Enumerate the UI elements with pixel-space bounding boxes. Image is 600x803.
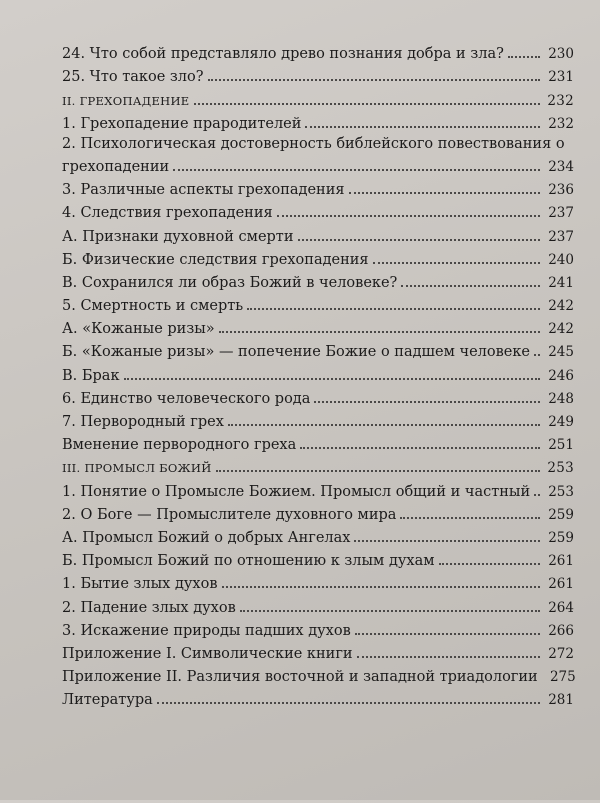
toc-entry-title: 5. Смертность и смерть	[62, 298, 244, 315]
toc-entry-page-number: 259	[548, 506, 574, 523]
toc-entry-page-number: 242	[548, 321, 574, 338]
leader-dots	[124, 378, 540, 380]
leader-dots	[534, 494, 540, 496]
leader-dots	[173, 169, 540, 171]
toc-entry	[62, 110, 574, 133]
toc-entry-title: II. ГРЕХОПАДЕНИЕ	[62, 93, 190, 108]
toc-entry	[62, 385, 574, 408]
toc-entry	[62, 86, 574, 109]
toc-entry	[62, 361, 574, 384]
toc-entry-page-number: 253	[547, 460, 574, 477]
toc-entry-page-number: 231	[548, 69, 574, 86]
toc-entry-page-number: 272	[548, 645, 574, 662]
toc-entry-page-number: 241	[548, 274, 574, 291]
toc-entry-page-number: 261	[548, 553, 574, 570]
toc-entry-title: Б. Промысл Божий по отношению к злым духам	[62, 553, 435, 570]
toc-entry-title: 3. Различные аспекты грехопадения	[62, 182, 345, 199]
toc-entry-title: В. Сохранился ли образ Божий в человеке?	[62, 274, 398, 291]
toc-entry	[62, 292, 574, 315]
toc-entry-title: А. Признаки духовной смерти	[62, 228, 294, 245]
toc-entry-title: А. Промысл Божий о добрых Ангелах	[62, 529, 351, 546]
toc-entry	[62, 222, 574, 245]
toc-entry-page-number: 261	[548, 576, 574, 593]
toc-entry	[62, 547, 574, 570]
toc-entry	[62, 63, 574, 86]
leader-dots	[208, 79, 540, 81]
toc-entry-page-number: 253	[548, 483, 574, 500]
toc-entry-page-number: 240	[548, 251, 574, 268]
leader-dots	[219, 331, 540, 333]
toc-entry-page-number: 259	[548, 529, 574, 546]
toc-entry-page-number: 251	[548, 437, 574, 454]
toc-entry-title: 1. Понятие о Промысле Божием. Промысл общий и частный	[62, 483, 531, 500]
leader-dots	[228, 424, 540, 426]
toc-entry-title: грехопадении	[62, 158, 170, 175]
leader-dots	[277, 215, 540, 217]
toc-entry	[62, 431, 574, 454]
toc-entry	[62, 593, 574, 616]
toc-entry-page-number: 248	[548, 390, 574, 407]
leader-dots	[354, 540, 540, 542]
toc-entry	[62, 315, 574, 338]
toc-entry-page-number: 232	[548, 115, 574, 132]
leader-dots	[373, 262, 540, 264]
toc-entry-title: 2. Падение злых духов	[62, 599, 236, 616]
toc-entry-page-number: 246	[548, 367, 574, 384]
toc-entry-page-number: 232	[547, 92, 574, 109]
leader-dots	[401, 285, 540, 287]
toc-entry-title: Приложение I. Символические книги	[62, 645, 353, 662]
toc-entry-page-number: 266	[548, 622, 574, 639]
toc-entry-page-number: 236	[548, 182, 574, 199]
toc-entry-page-number: 230	[548, 46, 574, 63]
toc-entry	[62, 408, 574, 431]
toc-entry-title: III. ПРОМЫСЛ БОЖИЙ	[62, 461, 212, 476]
leader-dots	[508, 56, 540, 58]
toc-entry-page-number: 245	[548, 344, 574, 361]
toc-entry-page-number: 275	[549, 669, 576, 686]
toc-entry	[62, 40, 574, 63]
toc-entry-title: Приложение II. Различия восточной и западной триадологии	[62, 669, 538, 686]
toc-entry	[62, 246, 574, 269]
leader-dots	[300, 447, 540, 449]
leader-dots	[400, 517, 540, 519]
toc-entry	[62, 153, 574, 176]
toc-entry-title: В. Брак	[62, 367, 120, 384]
table-of-contents	[62, 40, 574, 709]
toc-entry	[62, 454, 574, 477]
toc-entry-title: 2. Психологическая достоверность библейского повествования о	[62, 135, 565, 152]
toc-entry-title: Б. «Кожаные ризы» — попечение Божие о падшем человеке	[62, 344, 530, 361]
toc-entry-title: 25. Что такое зло?	[62, 69, 204, 86]
leader-dots	[216, 470, 540, 472]
toc-entry-title: 24. Что собой представляло древо познания добра и зла?	[62, 46, 504, 63]
toc-entry-page-number: 237	[548, 228, 574, 245]
toc-entry-page-number: 281	[548, 692, 574, 709]
toc-entry-title: 3. Искажение природы падших духов	[62, 622, 351, 639]
leader-dots	[314, 401, 540, 403]
toc-entry-page-number: 249	[548, 414, 574, 430]
toc-entry-title: 1. Бытие злых духов	[62, 576, 218, 593]
toc-entry-title: Б. Физические следствия грехопадения	[62, 251, 369, 268]
toc-entry	[62, 477, 574, 500]
leader-dots	[247, 308, 540, 310]
toc-entry	[62, 338, 574, 361]
leader-dots	[222, 586, 541, 588]
leader-dots	[534, 354, 540, 356]
toc-entry-page-number: 264	[548, 599, 574, 616]
toc-entry	[62, 524, 574, 547]
toc-entry-page-number: 237	[548, 205, 574, 222]
toc-entry-title: А. «Кожаные ризы»	[62, 321, 215, 338]
toc-entry	[62, 176, 574, 199]
toc-entry-title: 2. О Боге — Промыслителе духовного мира	[62, 506, 397, 523]
toc-entry-title: 1. Грехопадение прародителей	[62, 115, 302, 132]
toc-entry	[62, 501, 574, 524]
toc-entry-title: 7. Первородный грех	[62, 414, 224, 430]
leader-dots	[305, 126, 540, 128]
toc-entry-title: Вменение первородного греха	[62, 437, 297, 454]
toc-entry-title: 6. Единство человеческого рода	[62, 390, 311, 407]
leader-dots	[439, 563, 540, 565]
leader-dots	[194, 103, 541, 105]
leader-dots	[298, 239, 541, 241]
leader-dots	[349, 192, 540, 194]
toc-entry-title: 4. Следствия грехопадения	[62, 205, 273, 222]
bleed-through-text	[80, 627, 587, 803]
toc-entry	[62, 133, 574, 153]
toc-entry	[62, 199, 574, 222]
toc-entry-page-number: 242	[548, 298, 574, 315]
toc-entry-page-number: 234	[548, 158, 574, 175]
toc-entry	[62, 570, 574, 593]
toc-entry-title: Литература	[62, 692, 153, 709]
leader-dots	[240, 610, 540, 612]
toc-entry	[62, 269, 574, 292]
